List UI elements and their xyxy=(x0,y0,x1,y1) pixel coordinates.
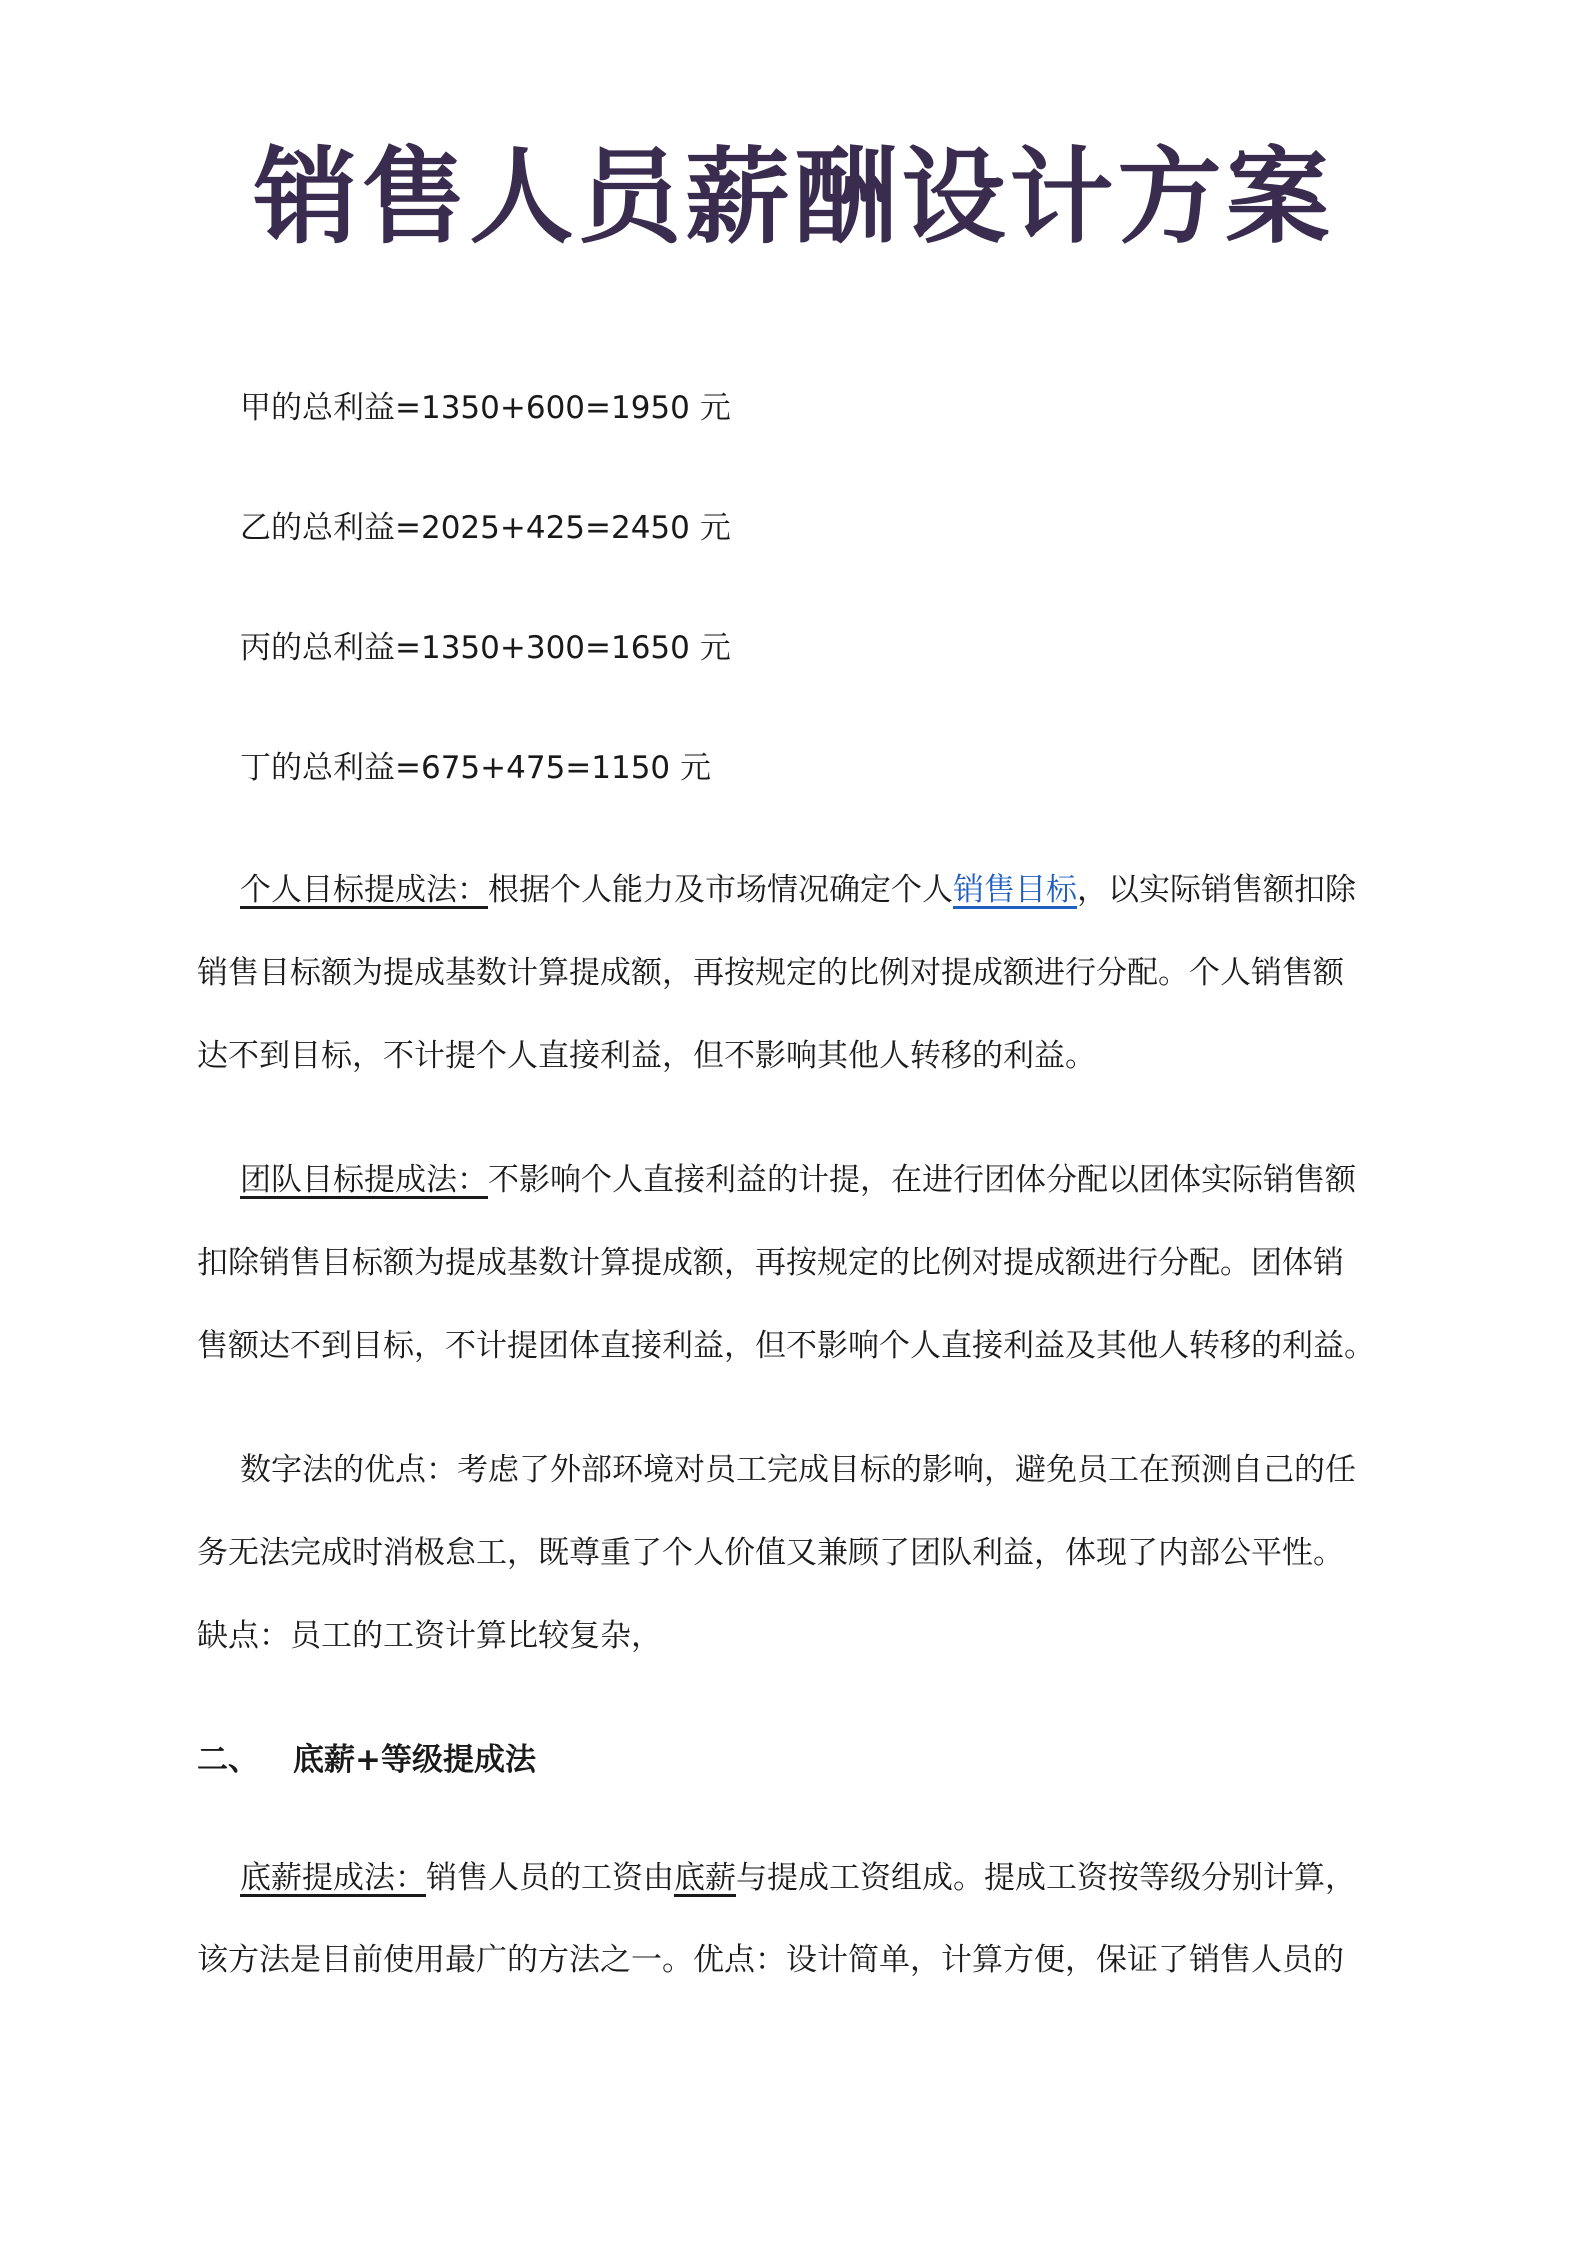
section-title: 底薪+等级提成法 xyxy=(293,1742,536,1778)
paragraph-team-target-line1 xyxy=(240,1160,1440,1200)
term-base-commission: 底薪提成法： xyxy=(240,1860,426,1896)
calc-line-yi: 乙的总利益=2025+425=2450 元 xyxy=(240,510,731,546)
paragraph-team-target-line2: 扣除销售目标额为提成基数计算提成额，再按规定的比例对提成额进行分配。团体销 xyxy=(197,1245,1344,1281)
paragraph-team-target-line3: 售额达不到目标，不计提团体直接利益，但不影响个人直接利益及其他人转移的利益。 xyxy=(197,1328,1375,1364)
calc-line-bing: 丙的总利益=1350+300=1650 元 xyxy=(240,630,731,666)
section-heading-2 xyxy=(197,1740,536,1780)
calc-line-jia: 甲的总利益=1350+600=1950 元 xyxy=(240,390,731,426)
term-team-target: 团队目标提成法： xyxy=(240,1162,488,1198)
text-span: 与提成工资组成。提成工资按等级分别计算， xyxy=(736,1860,1356,1896)
text-span: 销售人员的工资由 xyxy=(426,1860,674,1896)
page-title: 销售人员薪酬设计方案 xyxy=(253,136,1334,258)
paragraph-pros-line1: 数字法的优点：考虑了外部环境对员工完成目标的影响，避免员工在预测自己的任 xyxy=(240,1452,1356,1488)
paragraph-personal-target-line1 xyxy=(240,870,1440,910)
section-number: 二、 xyxy=(197,1742,259,1778)
text-span: 根据个人能力及市场情况确定个人 xyxy=(488,872,953,908)
link-sales-target[interactable]: 销售目标 xyxy=(953,872,1077,908)
paragraph-base-salary-line2: 该方法是目前使用最广的方法之一。优点：设计简单，计算方便，保证了销售人员的 xyxy=(197,1942,1344,1978)
term-personal-target: 个人目标提成法： xyxy=(240,872,488,908)
paragraph-pros-line2: 务无法完成时消极怠工，既尊重了个人价值又兼顾了团队利益，体现了内部公平性。 xyxy=(197,1535,1344,1571)
paragraph-cons-line: 缺点：员工的工资计算比较复杂， xyxy=(197,1618,662,1654)
text-span: 不影响个人直接利益的计提，在进行团体分配以团体实际销售额 xyxy=(488,1162,1356,1198)
text-span: ，以实际销售额扣除 xyxy=(1077,872,1356,908)
paragraph-personal-target-line3: 达不到目标，不计提个人直接利益，但不影响其他人转移的利益。 xyxy=(197,1038,1096,1074)
paragraph-personal-target-line2: 销售目标额为提成基数计算提成额，再按规定的比例对提成额进行分配。个人销售额 xyxy=(197,955,1344,991)
term-base-salary: 底薪 xyxy=(674,1860,736,1896)
calc-line-ding: 丁的总利益=675+475=1150 元 xyxy=(240,750,712,786)
paragraph-base-salary-line1 xyxy=(240,1858,1440,1898)
